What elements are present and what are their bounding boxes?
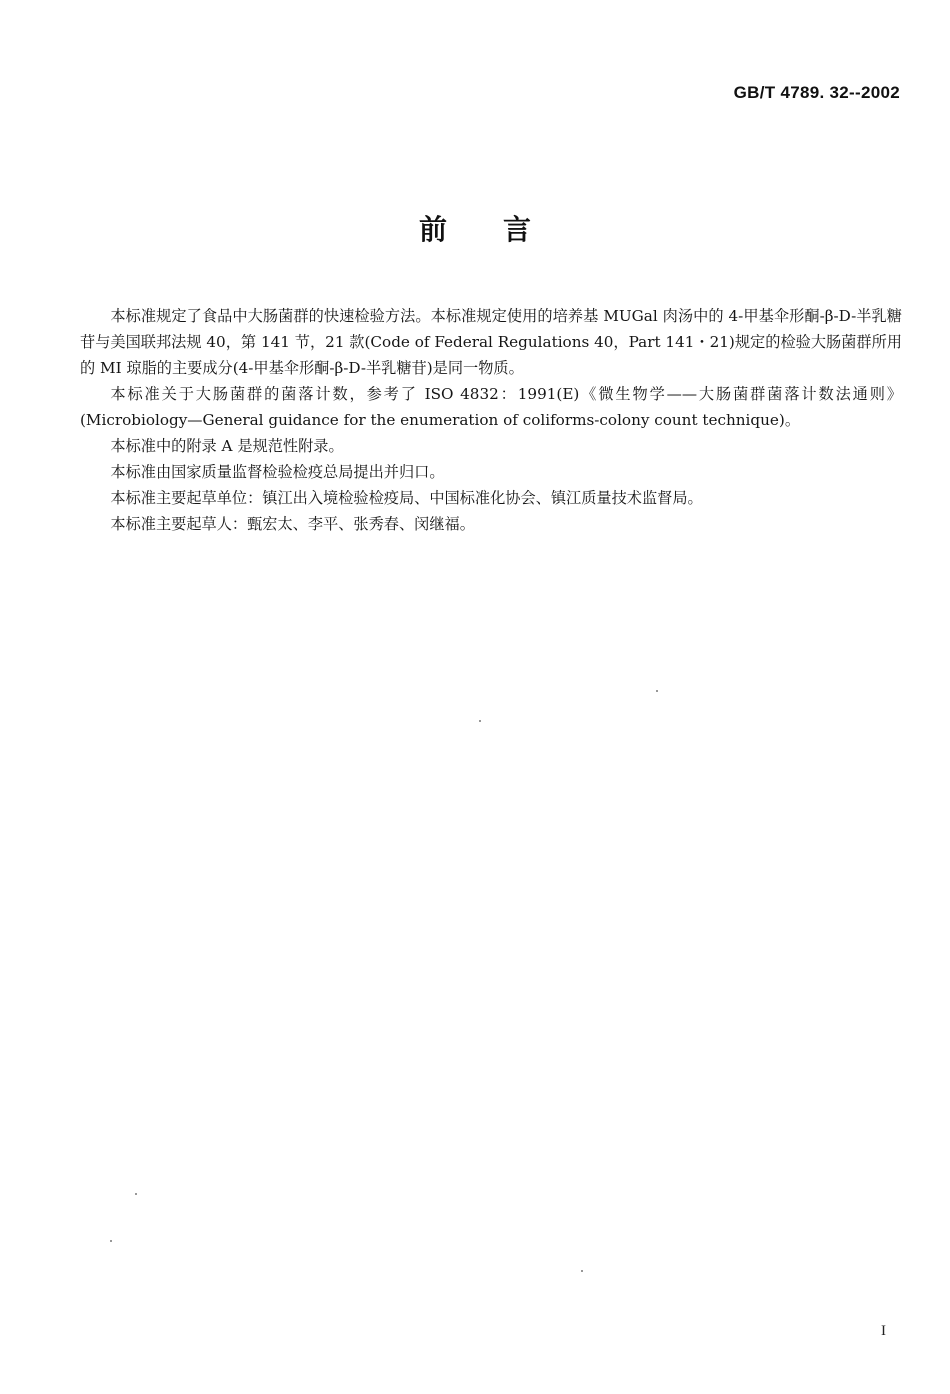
paragraph-proposer: 本标准由国家质量监督检验检疫总局提出并归口。 [110, 463, 445, 481]
paragraph-drafting-units: 本标准主要起草单位：镇江出入境检验检疫局、中国标准化协会、镇江质量技术监督局。 [110, 489, 703, 507]
scan-speck [135, 1193, 137, 1195]
paragraph-reference: 本标准关于大肠菌群的菌落计数，参考了 ISO 4832：1991(E)《微生物学——大肠菌群菌落计数法通则》(Microbiology—General guidance for the enumeration of coliforms-colony count technique)。 [80, 385, 902, 429]
scan-speck [581, 1270, 583, 1272]
preface-body [80, 303, 902, 537]
scan-speck [479, 720, 481, 722]
paragraph-annex: 本标准中的附录 A 是规范性附录。 [110, 437, 344, 455]
paragraph-drafters: 本标准主要起草人：甄宏太、李平、张秀春、闵继福。 [110, 515, 475, 533]
scan-speck [656, 690, 658, 692]
paragraph-scope: 本标准规定了食品中大肠菌群的快速检验方法。本标准规定使用的培养基 MUGal 肉汤中的 4-甲基伞形酮-β-D-半乳糖苷与美国联邦法规 40，第 141 节，21 款(Code of Federal Regulations 40，Part 141・21)规定的检验大肠菌群所用的 MI 琼脂的主要成分(4-甲基伞形酮-β-D-半乳糖苷)是同一物质。 [80, 307, 902, 377]
scan-speck [110, 1240, 112, 1242]
page-number: I [881, 1323, 886, 1339]
standard-code: GB/T 4789. 32--2002 [733, 83, 900, 102]
page-title: 前 言 [418, 213, 531, 246]
